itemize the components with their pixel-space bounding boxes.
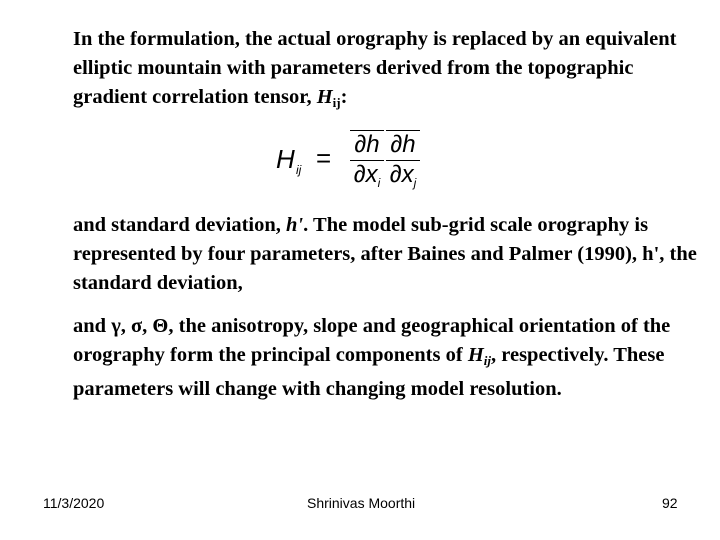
std-dev-text-b: . The model sub-grid scale orography is represented by four parameters, after Baines and Palmer (1990), h', the standard deviation,: [73, 214, 697, 294]
fraction-1-den-subscript: i: [377, 176, 381, 190]
paragraph-parameters: [73, 312, 703, 404]
fraction-2-denominator: [386, 161, 420, 189]
std-dev-text-a: and standard deviation,: [73, 214, 287, 236]
equation-lhs-subscript: ij: [296, 163, 302, 177]
intro-text: In the formulation, the actual orography is replaced by an equivalent elliptic mountain with parameters derived from the topographic gradient correlation tensor,: [73, 28, 677, 108]
fraction-1-denominator: [350, 161, 384, 189]
footer-author: Shrinivas Moorthi: [307, 495, 416, 511]
tensor-subscript-2: ij: [483, 353, 491, 368]
fraction-1: [350, 131, 384, 189]
params-text-a: and: [73, 315, 112, 337]
equation-lhs: H: [276, 144, 295, 174]
fraction-1-numerator: ∂h: [354, 131, 380, 158]
paragraph-intro: [73, 25, 703, 117]
intro-colon: :: [340, 86, 348, 108]
tensor-symbol-2: H: [467, 344, 484, 366]
fraction-1-den-text: ∂x: [353, 161, 378, 188]
fraction-2: [386, 131, 420, 189]
params-text-c: , respectively. These parameters will change with changing model resolution.: [73, 344, 665, 400]
tensor-subscript: ij: [332, 95, 341, 110]
greek-symbols: γ, σ, Θ: [111, 315, 169, 337]
footer-page-number: 92: [662, 495, 678, 511]
fraction-2-den-text: ∂x: [389, 161, 414, 188]
params-text-b: , the anisotropy, slope and geographical orientation of the orography form the principal components of: [73, 315, 671, 366]
paragraph-std-dev: [73, 211, 703, 298]
tensor-symbol: H: [316, 86, 333, 108]
footer-date: 11/3/2020: [43, 495, 105, 511]
fraction-2-numerator: ∂h: [390, 131, 416, 158]
equals-sign: =: [316, 143, 332, 173]
fraction-2-den-subscript: j: [413, 176, 417, 190]
std-dev-symbol: h': [286, 214, 304, 236]
